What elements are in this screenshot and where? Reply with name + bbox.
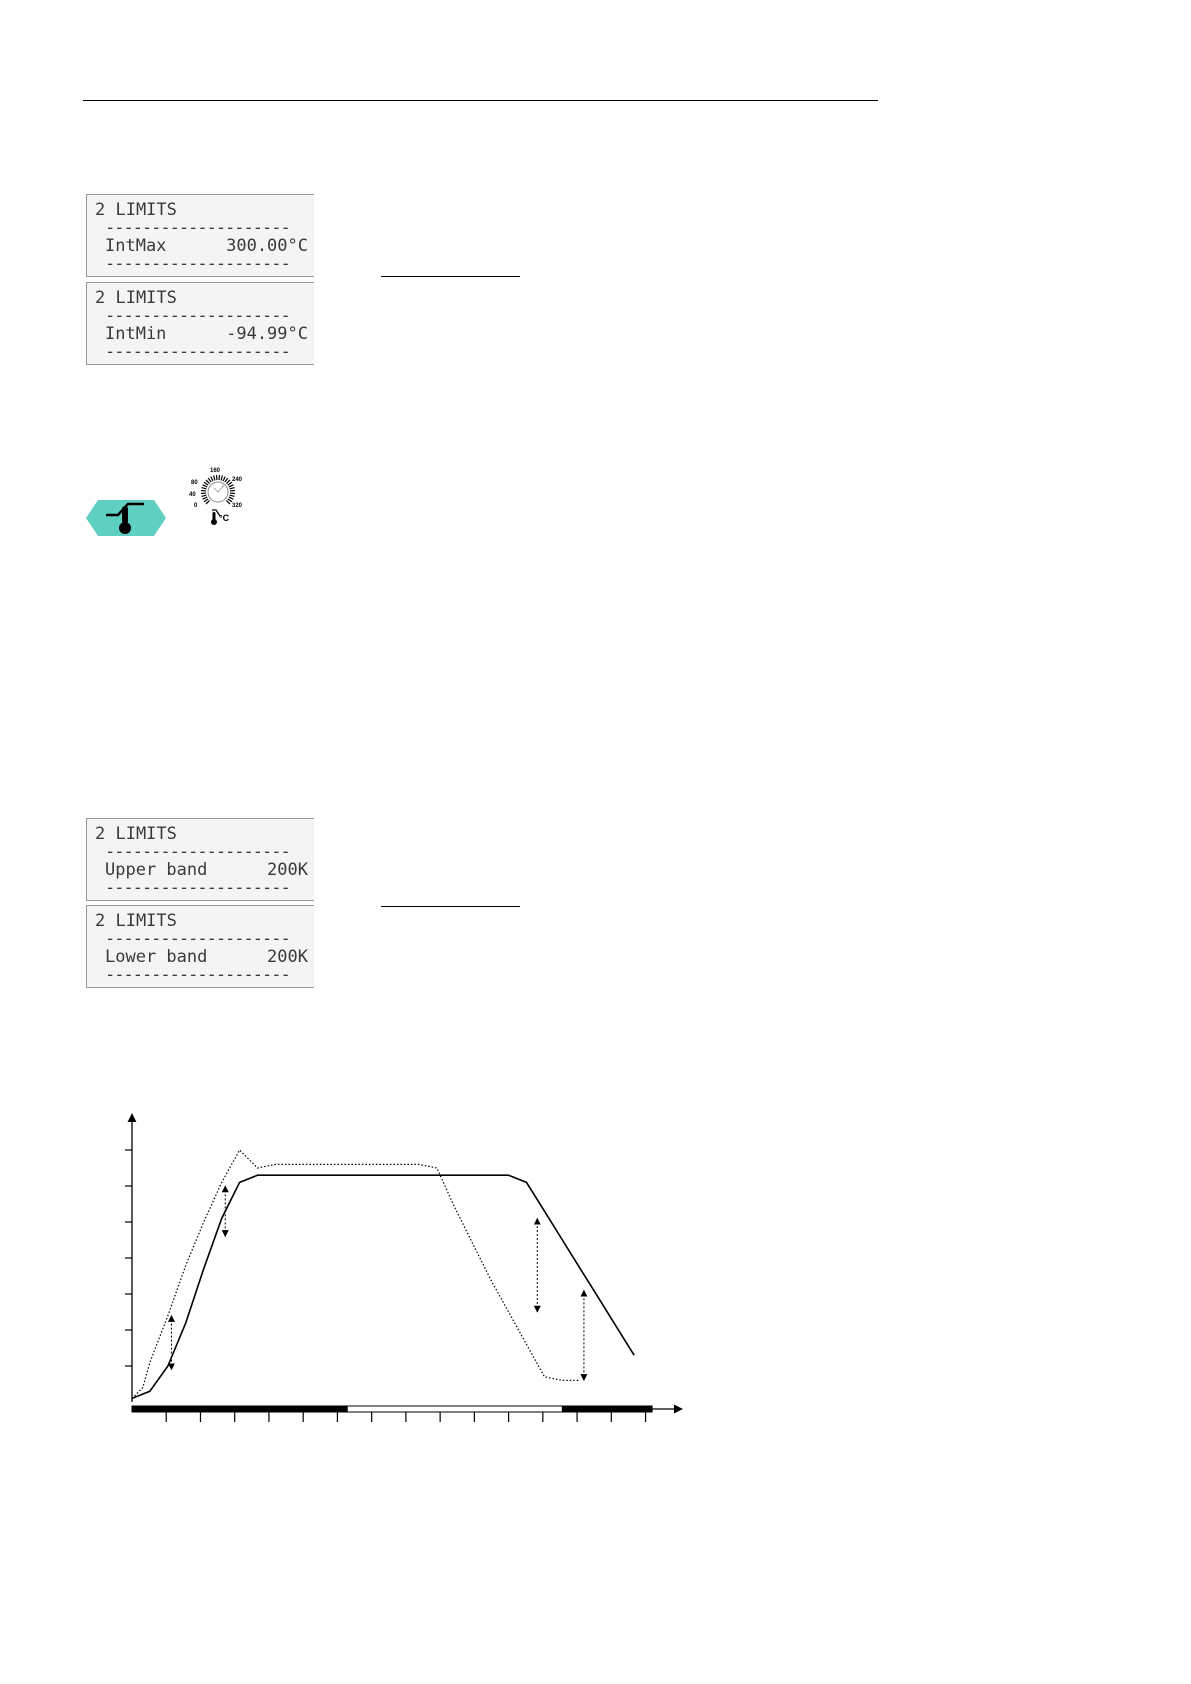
dial-tick xyxy=(202,488,207,489)
dial-tick-label: 80 xyxy=(191,480,198,486)
dial-tick xyxy=(206,500,210,504)
dial-tick xyxy=(211,477,213,482)
lcd-header: 2 LIMITS xyxy=(95,824,177,844)
dial-tick xyxy=(203,497,208,499)
dial-unit-label: °C xyxy=(219,513,230,523)
series-line-solid xyxy=(132,1175,634,1398)
underline-stub-2 xyxy=(381,906,520,907)
dial-tick xyxy=(203,485,208,487)
dial-tick xyxy=(214,476,215,481)
dial-tick xyxy=(226,500,230,504)
lcd-panel-lower-band xyxy=(86,905,314,988)
dial-tick xyxy=(204,482,208,485)
lcd-divider: -------------------- xyxy=(105,929,290,949)
time-bar-segment xyxy=(132,1406,347,1412)
dial-tick xyxy=(229,485,234,487)
dial-tick-label: 160 xyxy=(210,468,221,474)
lcd-value: -94.99°C xyxy=(226,324,308,344)
dial-tick xyxy=(230,488,235,489)
dial-tick xyxy=(202,495,207,496)
dial-tick xyxy=(225,478,228,482)
page-header-rule xyxy=(83,100,878,101)
lcd-value: 300.00°C xyxy=(226,236,308,256)
time-bar-segment xyxy=(347,1406,562,1412)
lcd-label: IntMin xyxy=(105,324,167,344)
lcd-divider: -------------------- xyxy=(105,306,290,326)
dial-tick xyxy=(208,478,211,482)
dial-tick-label: 320 xyxy=(232,503,243,509)
lcd-label: Upper band xyxy=(105,860,208,880)
dial-tick xyxy=(230,495,235,496)
lcd-panel-intmin xyxy=(86,282,314,365)
lcd-divider: -------------------- xyxy=(105,965,290,985)
lcd-value: 200K xyxy=(267,947,308,967)
dial-tick xyxy=(206,480,210,484)
lcd-header: 2 LIMITS xyxy=(95,288,177,308)
dial-tick xyxy=(204,499,208,502)
lcd-label: Lower band xyxy=(105,947,208,967)
lcd-value: 200K xyxy=(267,860,308,880)
dial-tick-label: 240 xyxy=(232,477,243,483)
lcd-divider: -------------------- xyxy=(105,342,290,362)
dial-tick xyxy=(223,477,225,482)
lcd-header: 2 LIMITS xyxy=(95,200,177,220)
lcd-label: IntMax xyxy=(105,236,167,256)
dial-tick-label: 0 xyxy=(194,503,198,509)
series-line-dotted xyxy=(132,1150,580,1398)
time-bar-segment xyxy=(562,1406,652,1412)
dial-tick xyxy=(226,480,230,484)
lcd-panel-intmax xyxy=(86,194,314,277)
lcd-divider: -------------------- xyxy=(105,878,290,898)
lcd-divider: -------------------- xyxy=(105,254,290,274)
lcd-divider: -------------------- xyxy=(105,842,290,862)
temperature-dial-icon xyxy=(188,466,248,528)
lcd-panel-upper-band xyxy=(86,818,314,901)
dial-tick xyxy=(229,497,234,499)
temperature-limit-key-icon xyxy=(86,500,166,536)
dial-tick-label: 40 xyxy=(189,492,196,498)
underline-stub-1 xyxy=(381,276,520,277)
lcd-header: 2 LIMITS xyxy=(95,911,177,931)
temperature-band-chart xyxy=(110,1112,690,1442)
lcd-divider: -------------------- xyxy=(105,218,290,238)
dial-tick xyxy=(221,476,222,481)
dial-tick xyxy=(228,499,232,502)
